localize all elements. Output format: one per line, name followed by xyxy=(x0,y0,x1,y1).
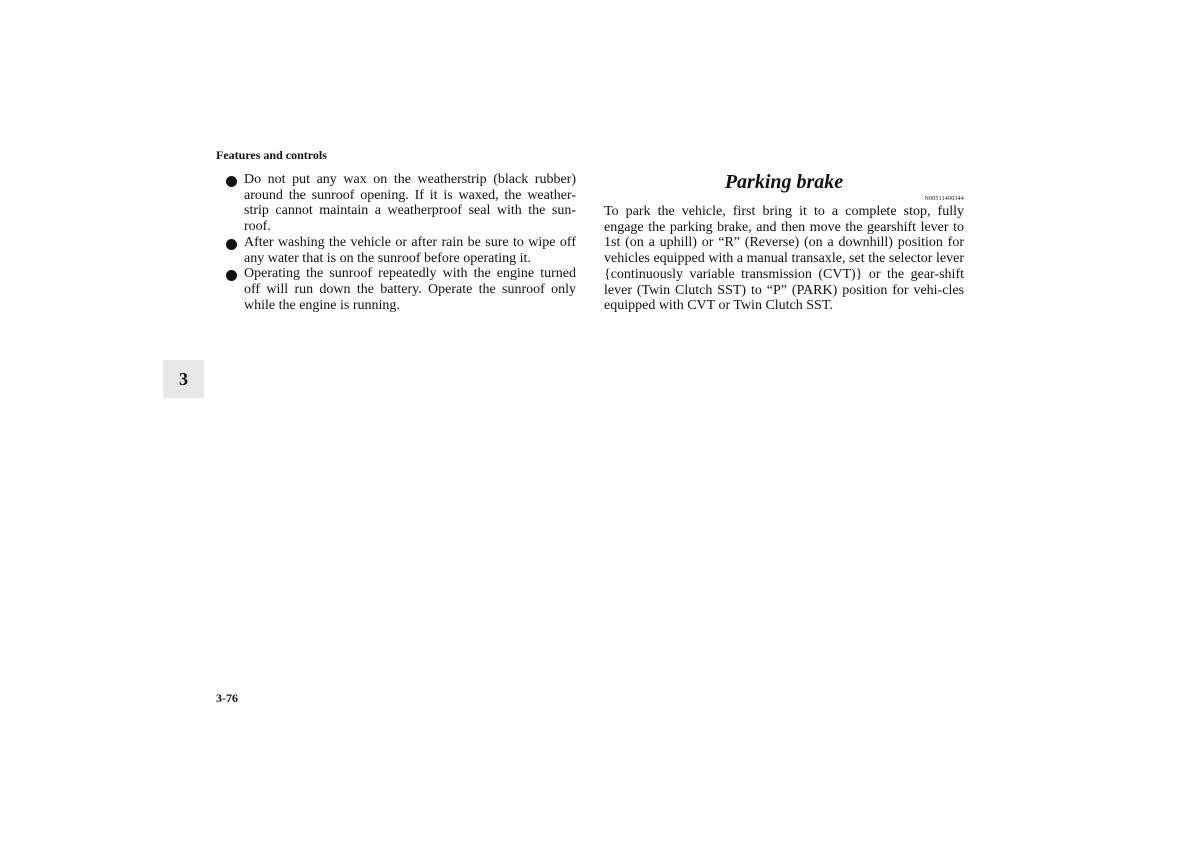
chapter-tab: 3 xyxy=(163,360,204,398)
section-header: Features and controls xyxy=(216,148,327,162)
list-item-text: Operating the sunroof repeatedly with the engine turned off will run down the battery. Operate the sunroof only while the engine is running. xyxy=(244,266,576,313)
body-paragraph: To park the vehicle, first bring it to a complete stop, fully engage the parking brake, and then move the gearshift lever to 1st (on a uphill) or “R” (Reverse) (on a downhill) position for vehicles equipped with a manual transaxle, set the selector lever {continuously variable transmission (CVT)} or the gear-shift lever (Twin Clutch SST) to “P” (PARK) position for vehi-cles equipped with CVT or Twin Clutch SST. xyxy=(604,204,964,314)
list-item xyxy=(226,235,576,266)
bullet-icon xyxy=(226,270,237,281)
list-item-text: After washing the vehicle or after rain be sure to wipe off any water that is on the sunroof before operating it. xyxy=(244,234,576,266)
parking-brake-section xyxy=(604,170,964,314)
bullet-icon xyxy=(226,239,237,250)
caution-list xyxy=(226,172,576,313)
topic-title: Parking brake xyxy=(724,171,844,193)
page-number: 3-76 xyxy=(216,691,238,705)
list-item xyxy=(226,172,576,235)
list-item xyxy=(226,266,576,313)
list-item-text: Do not put any wax on the weatherstrip (black rubber) around the sunroof opening. If it is waxed, the weather-strip cannot maintain a weatherproof seal with the sun-roof. xyxy=(244,172,576,235)
bullet-icon xyxy=(226,176,237,187)
document-code: N00511400344 xyxy=(924,196,964,202)
